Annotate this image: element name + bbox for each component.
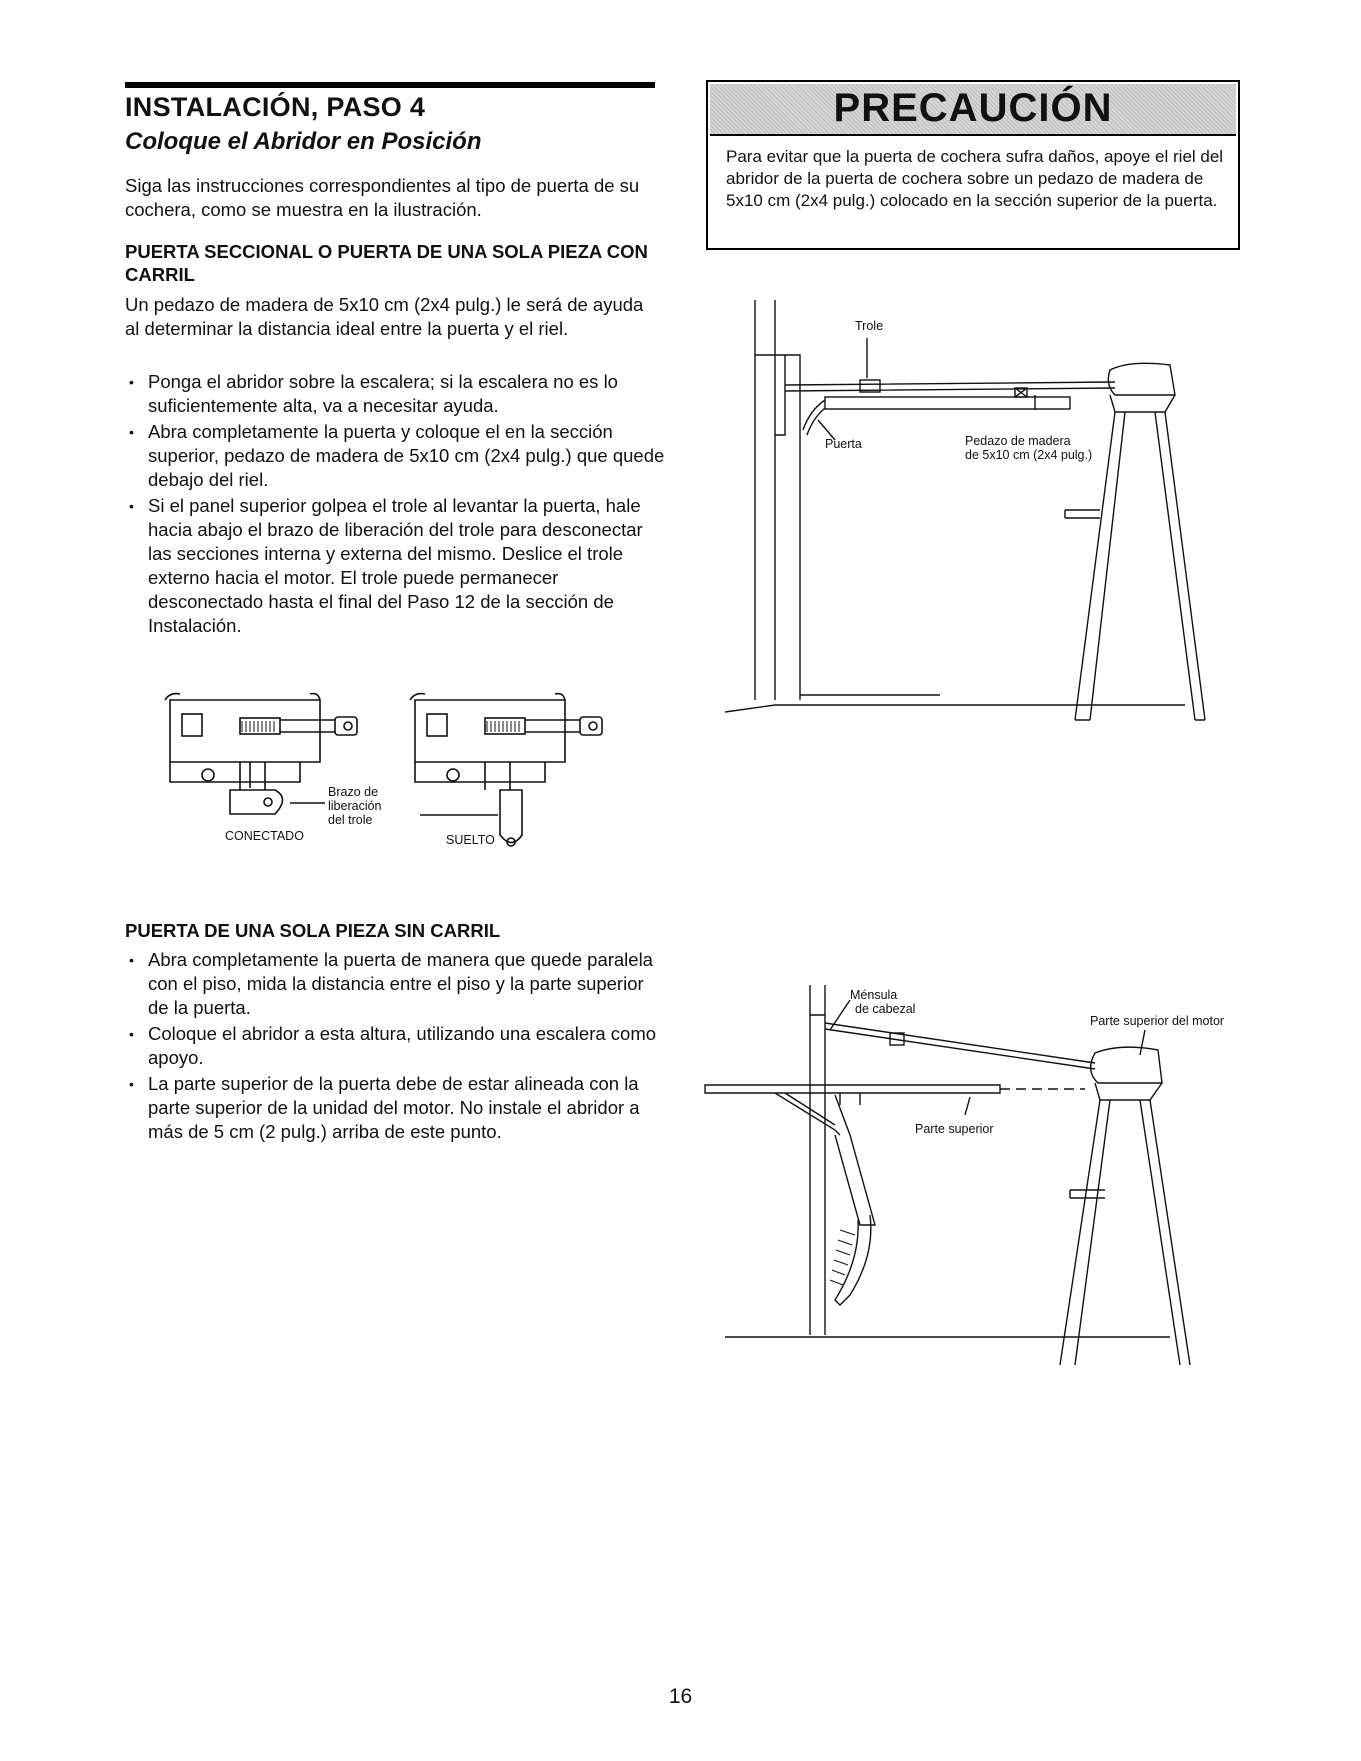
label-release-arm-2: liberación xyxy=(328,799,382,813)
intro-paragraph: Siga las instrucciones correspondientes al tipo de puerta de su cochera, como se muestra en la ilustración. xyxy=(125,175,640,220)
one-piece-door-figure xyxy=(700,985,1240,1365)
section1-paragraph: Un pedazo de madera de 5x10 cm (2x4 pulg.) le será de ayuda al determinar la distancia ideal entre la puerta y el riel. xyxy=(125,294,644,339)
label-loose: SUELTO xyxy=(446,833,495,847)
caution-text: Para evitar que la puerta de cochera sufra daños, apoye el riel del abridor de la puerta de cochera sobre un pedazo de madera de 5x10 cm (2x4 pulg.) colocado en la sección superior de la puerta. xyxy=(726,147,1224,210)
list-item: • Ponga el abridor sobre la escalera; si la escalera no es lo suficientemente alta, va a necesitar ayuda. xyxy=(125,370,665,418)
sectional-door-figure xyxy=(725,300,1225,740)
page-number: 16 xyxy=(668,1685,693,1708)
section1-list xyxy=(125,370,665,640)
label-bracket-2: de cabezal xyxy=(855,1002,916,1016)
label-release-arm-3: del trole xyxy=(328,813,373,827)
list-item: • La parte superior de la puerta debe de estar alineada con la parte superior de la unidad del motor. No instale el abridor a más de 5 cm (2 pulg.) arriba de este punto. xyxy=(125,1072,665,1144)
caution-title: PRECAUCIÓN xyxy=(833,86,1113,130)
list-item: • Coloque el abridor a esta altura, utilizando una escalera como apoyo. xyxy=(125,1022,665,1070)
list-item: • Si el panel superior golpea el trole al levantar la puerta, hale hacia abajo el brazo de liberación del trole para desconectar las secciones interna y externa del mismo. Deslice el trole externo hacia el motor. El trole puede permanecer desconectado hasta el final del Paso 12 de la sección de Instalación. xyxy=(125,494,665,638)
page-subtitle: Coloque el Abridor en Posición xyxy=(125,128,482,155)
trolley-release-figure xyxy=(150,690,630,870)
section2-heading: PUERTA DE UNA SOLA PIEZA SIN CARRIL xyxy=(125,920,501,941)
label-trolley: Trole xyxy=(855,319,884,333)
caution-box xyxy=(706,80,1240,250)
heading-rule xyxy=(125,82,655,88)
list-item: • Abra completamente la puerta y coloque el en la sección superior, pedazo de madera de 5x10 cm (2x4 pulg.) que quede debajo del riel. xyxy=(125,420,665,492)
caution-banner xyxy=(710,84,1236,136)
label-wood-2: de 5x10 cm (2x4 pulg.) xyxy=(965,448,1093,462)
label-wood-1: Pedazo de madera xyxy=(965,434,1071,448)
label-release-arm-1: Brazo de xyxy=(328,785,379,799)
label-bracket-1: Ménsula xyxy=(850,988,898,1002)
label-top: Parte superior xyxy=(915,1122,994,1136)
label-door: Puerta xyxy=(825,437,862,451)
list-item: • Abra completamente la puerta de manera que quede paralela con el piso, mida la distancia entre el piso y la parte superior de la puerta. xyxy=(125,948,665,1020)
label-motor-top: Parte superior del motor xyxy=(1090,1014,1225,1028)
section1-heading: PUERTA SECCIONAL O PUERTA DE UNA SOLA PIEZA CON CARRIL xyxy=(125,241,648,285)
label-connected: CONECTADO xyxy=(225,829,304,843)
page-title: INSTALACIÓN, PASO 4 xyxy=(125,92,426,122)
section2-list xyxy=(125,948,665,1146)
